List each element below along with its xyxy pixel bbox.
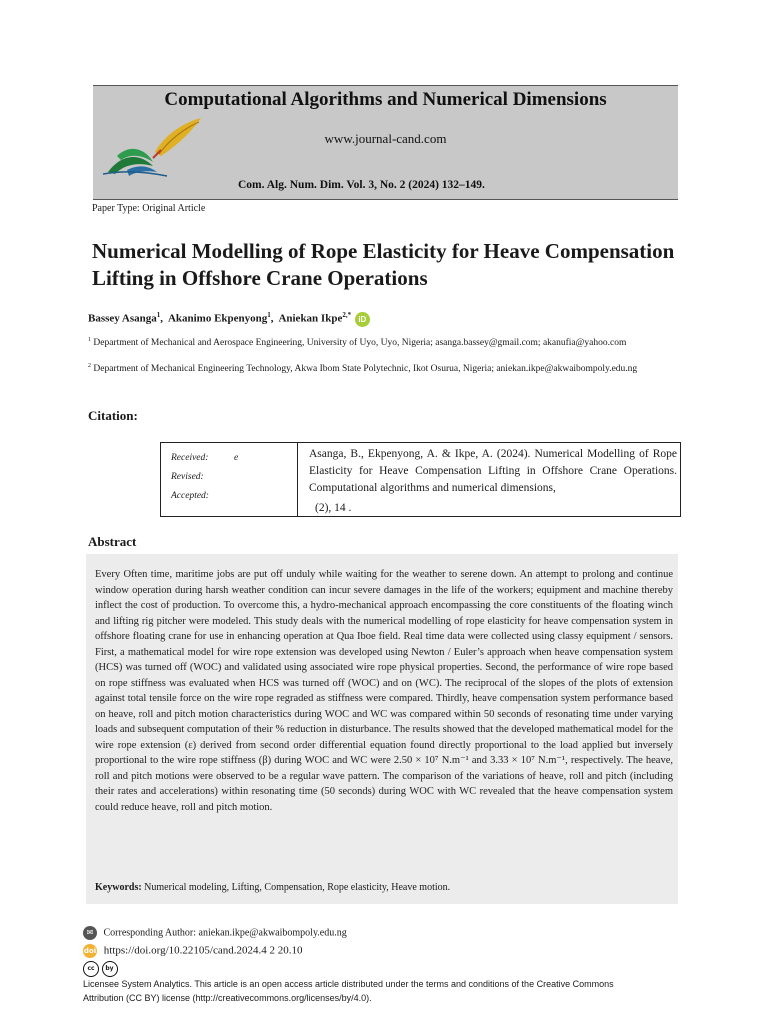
keywords-label: Keywords: (95, 882, 142, 893)
keywords-list: Numerical modeling, Lifting, Compensation, Rope elasticity, Heave motion. (144, 882, 451, 893)
author-sup: 1 (156, 311, 161, 319)
by-icon: by (102, 961, 118, 977)
affiliation-1 (88, 333, 688, 351)
cc-by-badge[interactable] (83, 961, 118, 977)
citation-table (160, 442, 681, 517)
author-sup: 2,* (342, 311, 352, 319)
license-row (83, 961, 683, 1005)
keywords (95, 882, 450, 893)
author-name: Aniekan Ikpe (278, 312, 343, 325)
doi-link[interactable]: https://doi.org/10.22105/cand.2024.4 2 20.10 (103, 944, 303, 957)
author-sup: 1 (267, 311, 271, 319)
journal-header (93, 85, 678, 200)
affiliation-2 (88, 359, 688, 377)
license-text: Licensee System Analytics. This article is an open access article distributed under the terms and conditions of the Creative Commons Attribution (CC BY) license (http://creativecommons.org/licenses/by/4.0). (83, 979, 614, 1003)
citation-text: Asanga, B., Ekpenyong, A. & Ikpe, A. (2024). Numerical Modelling of Rope Elasticity for Heave Compensation Lifting in Offshore Crane Operations. Computational algorithms and numerical dimensions, (309, 448, 677, 494)
accepted-label: Accepted: (171, 491, 209, 501)
doi-icon: doi (83, 944, 97, 958)
abstract-heading: Abstract (88, 534, 137, 549)
revised-label: Revised: (171, 472, 204, 482)
mail-icon: ✉ (83, 926, 97, 940)
quill-logo-icon (103, 114, 203, 184)
corresponding-author (83, 926, 347, 940)
author-name: Bassey Asanga (88, 312, 157, 325)
affiliation-text: Department of Mechanical Engineering Technology, Akwa Ibom State Polytechnic, Ikot Osurua, Nigeria; aniekan.ikpe@akwaibompoly.edu.ng (93, 364, 638, 375)
citation-heading: Citation: (88, 408, 138, 423)
citation-dates (161, 443, 298, 516)
cc-icon: cc (83, 961, 99, 977)
author-list: Bassey Asanga$^1$, Akanimo Ekpenyong$^1$, Aniekan Ikpe$^{2,*}$ iD (88, 311, 370, 327)
journal-name: Computational Algorithms and Numerical Dimensions (164, 89, 607, 110)
journal-reference: Com. Alg. Num. Dim. Vol. 3, No. 2 (2024) 132–149. (238, 179, 485, 191)
received-mark: e (234, 453, 239, 463)
corresponding-label: Corresponding Author: (103, 927, 196, 939)
author-name: Akanimo Ekpenyong (167, 312, 268, 325)
received-label: Received: (171, 453, 209, 463)
affiliation-text: Department of Mechanical and Aerospace Engineering, University of Uyo, Uyo, Nigeria; asanga.bassey@gmail.com; akanufia@yahoo.com (93, 338, 627, 349)
corresponding-email[interactable]: aniekan.ikpe@akwaibompoly.edu.ng (198, 927, 347, 939)
citation-tail: (2), 14 . (315, 502, 352, 514)
doi-row (83, 944, 302, 958)
abstract-text: Every Often time, maritime jobs are put off unduly while waiting for the weather to serene down. An attempt to prolong and continue window operation during harsh weather condition can incur severe damages in the life of the workers; equipment and machine thereby inflect the cost of production. To overcome this, a hydro-mechanical approach encompassing the core constituents of the floating winch and lifting rig pitcher were modeled. This study deals with the numerical modelling of rope elasticity for heave compensation system in offshore floating crane for use in enhancing operation at Qua Iboe field. Real time data were collected using classy equipment / sensors. First, a mathematical model for wire rope extension was developed using Newton / Euler’s approach when heave compensation system (HCS) was turned off (WOC) and validated using associated wire rope physical properties. Second, the performance of wire rope based on rope stiffness was evaluated when HCS was turned off (WOC) and on (WC). The reciprocal of the slopes of the plots of extension against total tensile force on the wire rope regraded as stiffness were compared. Thirdly, heave compensation system performance based on heave, roll and pitch motion characteristics during WOC and WC was compared within 50 seconds of resonating time under varying loads and subsequent computation of their % reduction in disturbance. The results showed that the developed mathematical model for the wire rope extension (ε) derived from second order differential equation found directly proportional to the load applied but inversely proportional to the wire rope stiffness (β) during WOC and WC were 2.50 × 10⁷ N.m⁻¹ and 3.33 × 10⁷ N.m⁻¹, respectively. The heave, roll and pitch motions were observed to be a regular wave pattern. The comparison of the variations of heave, roll and pitch (including their rates and accelerations) within resonating time (50 seconds) during WOC with WC revealed that the heave compensation system could reduce heave, roll and pitch motion. (95, 569, 673, 813)
journal-url[interactable]: www.journal-cand.com (324, 131, 447, 146)
abstract-box (86, 554, 678, 904)
affiliation-sup: 1 (88, 337, 91, 343)
affiliation-sup: 2 (88, 363, 91, 369)
paper-title: Numerical Modelling of Rope Elasticity for Heave Compensation Lifting in Offshore Crane Operations (92, 239, 675, 290)
paper-type: Paper Type: Original Article (92, 203, 206, 214)
orcid-icon[interactable]: iD (355, 312, 370, 327)
